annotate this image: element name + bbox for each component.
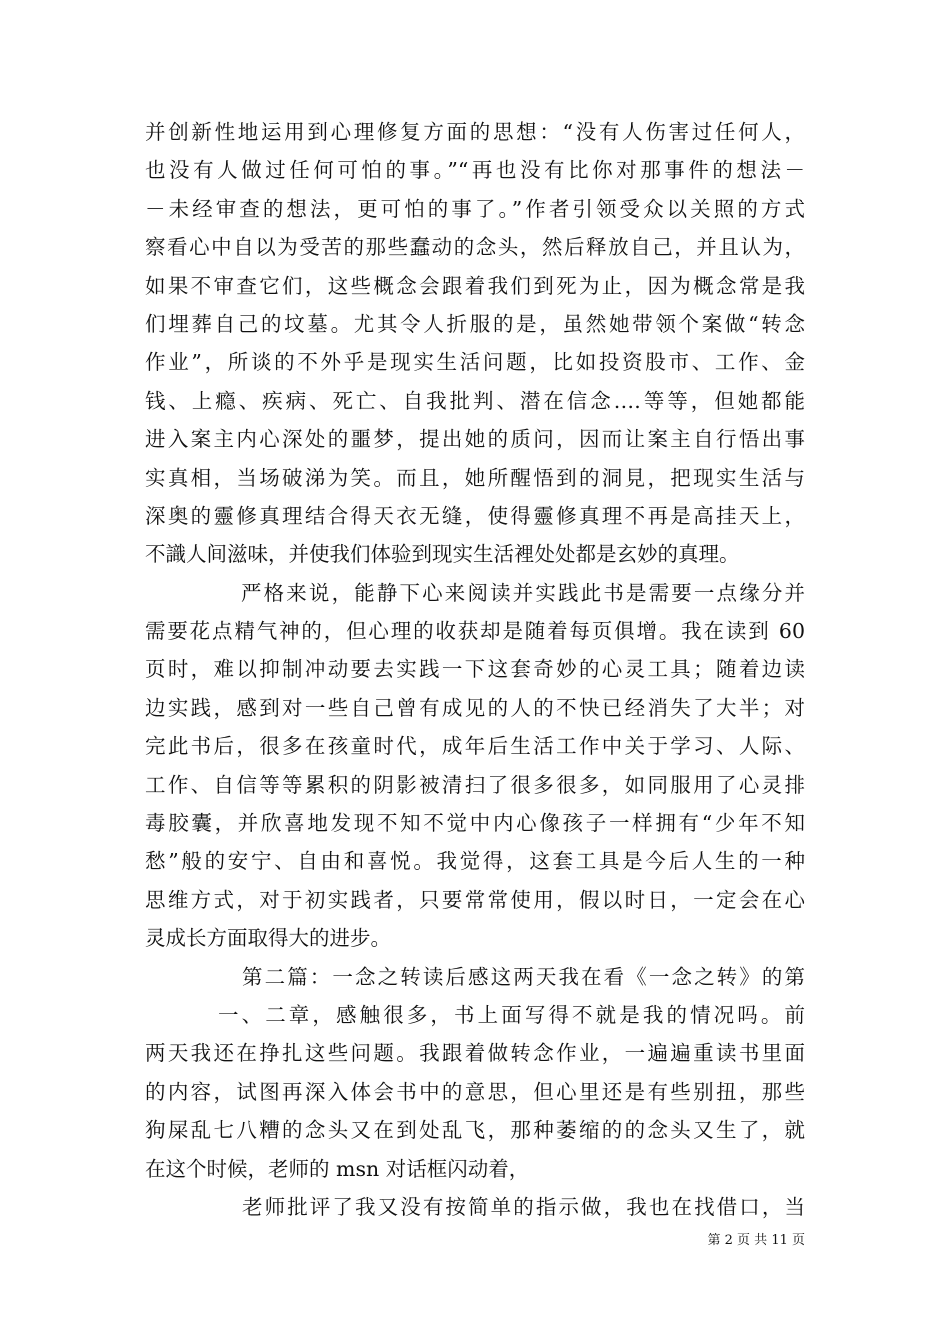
text-line: 完此书后，很多在孩童时代，成年后生活工作中关于学习、人际、 — [145, 734, 805, 759]
text-line: 深奥的靈修真理结合得天衣无缝，使得靈修真理不再是高挂天上， — [145, 503, 805, 528]
text-line: 需要花点精气神的，但心理的收获却是随着每页俱增。我在读到 60 — [145, 619, 805, 644]
text-line: 一、二章，感触很多，书上面写得不就是我的情况吗。前 — [218, 1002, 805, 1027]
text-line: 的内容，试图再深入体会书中的意思，但心里还是有些别扭，那些 — [145, 1079, 805, 1104]
text-line: 不識人间滋味，并使我们体验到现实生活裡处处都是玄妙的真理。 — [145, 542, 740, 567]
text-line: 严格来说，能静下心来阅读并实践此书是需要一点缘分并 — [241, 580, 805, 605]
text-line: 狗屎乱七八糟的念头又在到处乱飞，那种萎缩的的念头又生了，就 — [145, 1118, 805, 1143]
text-line: 两天我还在挣扎这些问题。我跟着做转念作业，一遍遍重读书里面 — [145, 1041, 805, 1066]
text-line: 思维方式，对于初实践者，只要常常使用，假以时日，一定会在心 — [145, 887, 805, 912]
text-line: 灵成长方面取得大的进步。 — [145, 926, 391, 951]
text-line: 工作、自信等等累积的阴影被清扫了很多很多，如同服用了心灵排 — [145, 772, 805, 797]
section-heading-line: 第二篇：一念之转读后感这两天我在看《一念之转》的第 — [242, 964, 805, 989]
text-line: 在这个时候，老师的 msn 对话框闪动着， — [145, 1156, 530, 1181]
text-line: 毒胶囊，并欣喜地发现不知不觉中内心像孩子一样拥有“少年不知 — [145, 811, 805, 836]
text-line: 实真相，当场破涕为笑。而且，她所醒悟到的洞見，把现实生活与 — [145, 465, 805, 490]
text-line: 们埋葬自己的坟墓。尤其令人折服的是，虽然她带领个案做“转念 — [145, 311, 805, 336]
text-line: 钱、上瘾、疾病、死亡、自我批判、潜在信念‥‥等等，但她都能 — [145, 388, 805, 413]
text-line: 也没有人做过任何可怕的事。”“再也没有比你对那事件的想法－ — [145, 158, 805, 183]
text-line: 愁”般的安宁、自由和喜悦。我觉得，这套工具是今后人生的一种 — [145, 849, 805, 874]
text-line: 老师批评了我又没有按简单的指示做，我也在找借口，当 — [242, 1194, 805, 1219]
text-line: －未经审查的想法，更可怕的事了。”作者引领受众以关照的方式 — [145, 196, 805, 221]
text-line: 作业”，所谈的不外乎是现实生活问题，比如投资股市、工作、金 — [145, 350, 805, 375]
page-number: 第 2 页 共 11 页 — [707, 1233, 805, 1248]
text-line: 进入案主内心深处的噩梦，提出她的质问，因而让案主自行悟出事 — [145, 427, 805, 452]
text-line: 如果不审查它们，这些概念会跟着我们到死为止，因为概念常是我 — [145, 273, 805, 298]
body-text — [145, 113, 805, 1226]
text-line: 并创新性地运用到心理修复方面的思想：“没有人伤害过任何人， — [145, 120, 805, 144]
text-line: 页时，难以抑制冲动要去实践一下这套奇妙的心灵工具；随着边读 — [145, 657, 805, 682]
text-line: 边实践，感到对一些自己曾有成见的人的不快已经消失了大半；对 — [145, 695, 805, 720]
text-line: 察看心中自以为受苦的那些蠢动的念头，然后释放自己，并且认为， — [145, 235, 805, 260]
